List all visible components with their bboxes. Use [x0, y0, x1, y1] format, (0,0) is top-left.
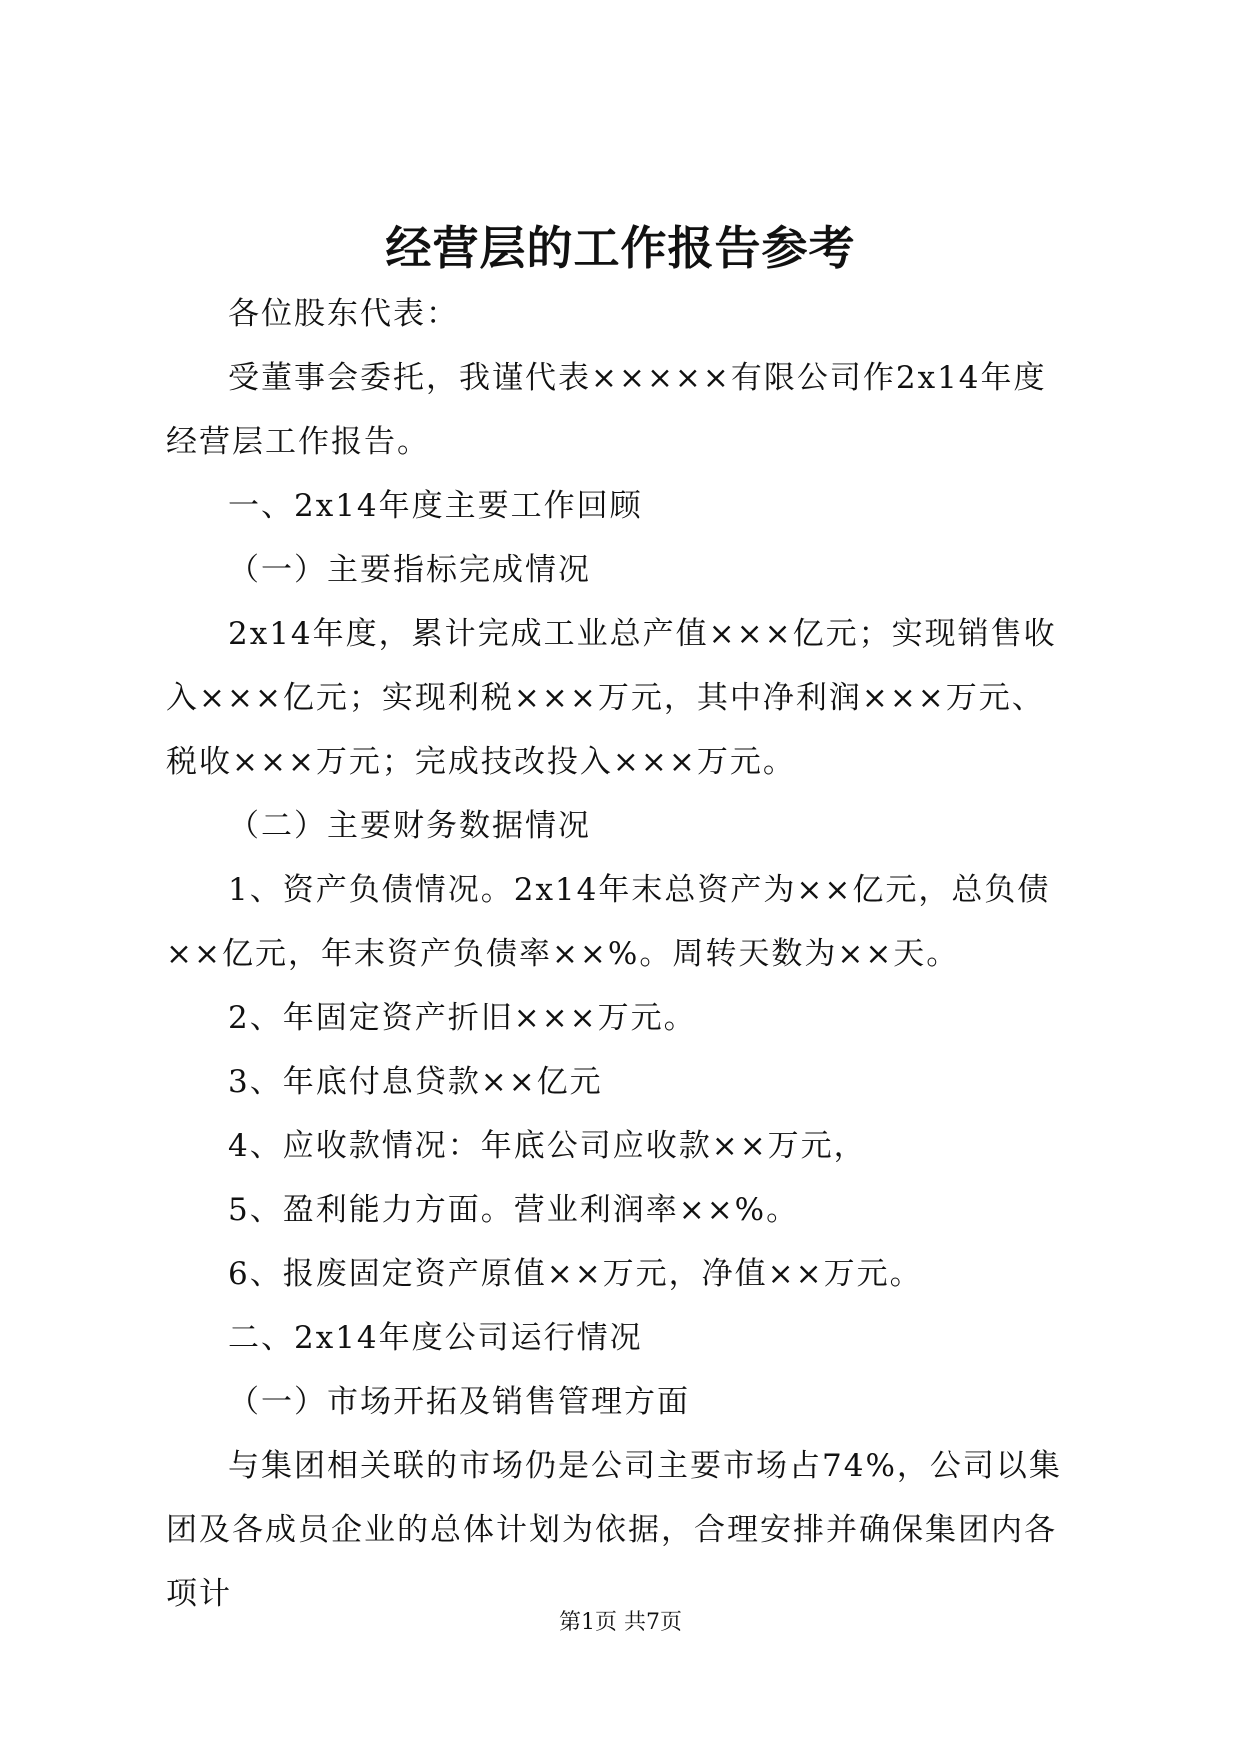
finance-item-6: 6、报废固定资产原值××万元，净值××万元。 — [228, 1256, 923, 1292]
section-heading-2: 二、2x14年度公司运行情况 — [228, 1320, 643, 1356]
salutation: 各位股东代表： — [228, 296, 459, 332]
finance-item-2: 2、年固定资产折旧×××万元。 — [228, 1000, 697, 1036]
finance-item-3: 3、年底付息贷款××亿元 — [228, 1064, 603, 1100]
finance-item-4: 4、应收款情况：年底公司应收款××万元， — [228, 1128, 867, 1164]
indicator-paragraph: 2x14年度，累计完成工业总产值×××亿元；实现销售收入×××亿元；实现利税×××万元，其中净利润×××万元、税收×××万元；完成技改投入×××万元。 — [166, 616, 1057, 780]
subsection-heading-2-1: （一）市场开拓及销售管理方面 — [228, 1384, 690, 1420]
finance-item-1: 1、资产负债情况。2x14年末总资产为××亿元，总负债××亿元，年末资产负债率××%。周转天数为××天。 — [166, 872, 1051, 972]
document-body — [166, 282, 1076, 1626]
market-paragraph: 与集团相关联的市场仍是公司主要市场占74%，公司以集团及各成员企业的总体计划为依据，合理安排并确保集团内各项计 — [166, 1448, 1062, 1612]
subsection-heading-1-2: （二）主要财务数据情况 — [228, 808, 591, 844]
finance-item-5: 5、盈利能力方面。营业利润率××%。 — [228, 1192, 800, 1228]
section-heading-1: 一、2x14年度主要工作回顾 — [228, 488, 643, 524]
page-number-footer: 第1页 共7页 — [559, 1610, 682, 1635]
intro-paragraph: 受董事会委托，我谨代表×××××有限公司作2x14年度经营层工作报告。 — [166, 360, 1047, 460]
document-title: 经营层的工作报告参考 — [385, 221, 856, 275]
subsection-heading-1-1: （一）主要指标完成情况 — [228, 552, 591, 588]
